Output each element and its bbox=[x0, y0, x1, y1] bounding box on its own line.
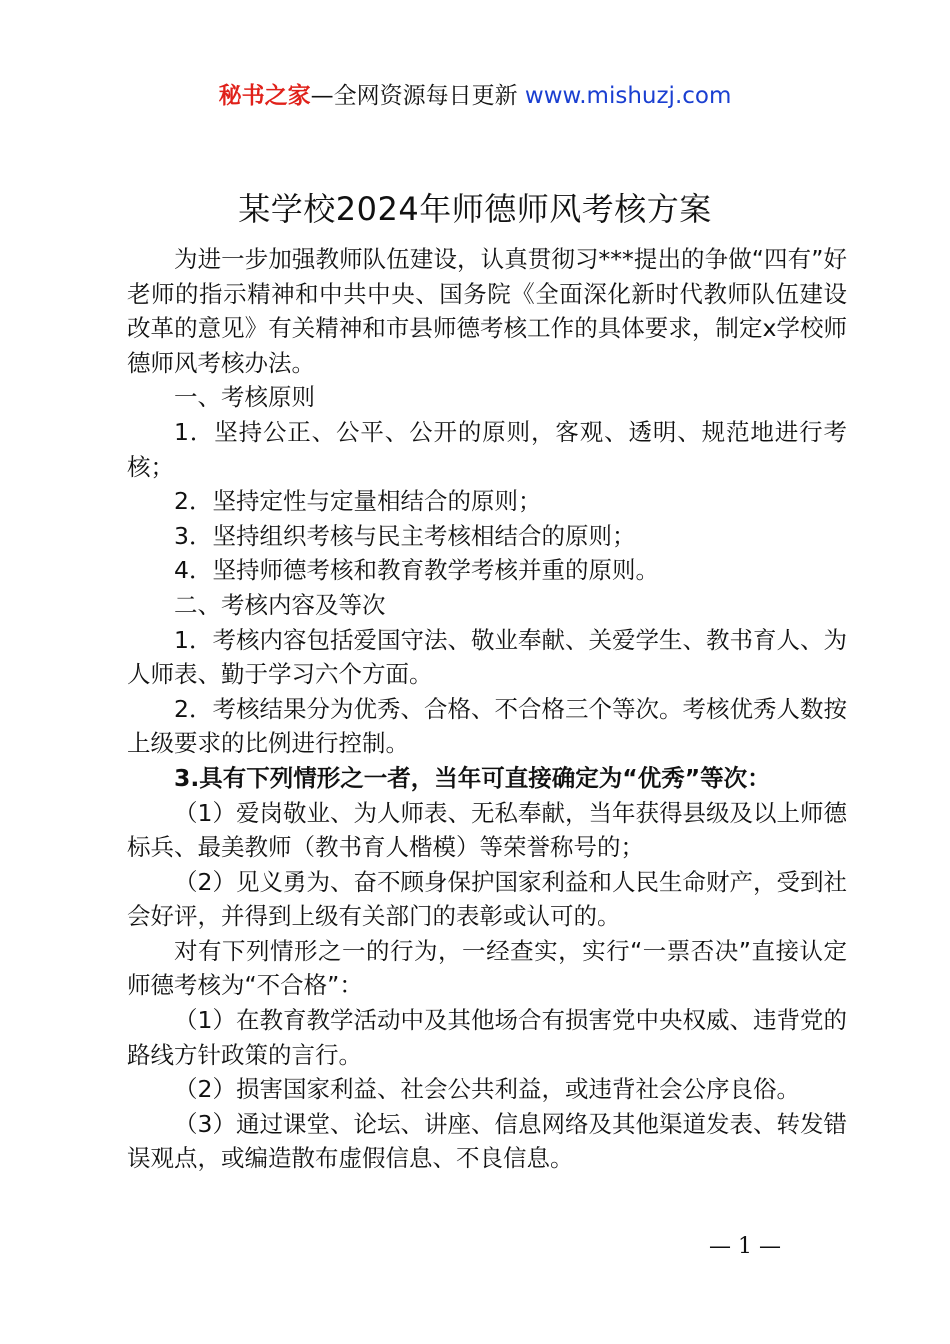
excellent-criteria-heading: 3.具有下列情形之一者，当年可直接确定为“优秀”等次： bbox=[174, 763, 771, 792]
site-slogan: —全网资源每日更新 bbox=[310, 83, 525, 109]
site-header bbox=[0, 80, 950, 112]
site-brand: 秘书之家 bbox=[218, 83, 311, 109]
document-body bbox=[127, 242, 847, 1176]
excellent-criteria-item: （2）见义勇为、奋不顾身保护国家利益和人民生命财产，受到社会好评，并得到上级有关部门的表彰或认可的。 bbox=[127, 867, 847, 931]
principle-item: 4．坚持师德考核和教育教学考核并重的原则。 bbox=[174, 556, 659, 585]
document-title: 某学校2024年师德师风考核方案 bbox=[238, 190, 712, 228]
principle-item: 1．坚持公正、公平、公开的原则，客观、透明、规范地进行考核； bbox=[127, 417, 847, 481]
principle-item: 2．坚持定性与定量相结合的原则； bbox=[174, 487, 542, 516]
site-url-link[interactable]: www.mishuzj.com bbox=[524, 83, 732, 109]
intro-paragraph: 为进一步加强教师队伍建设，认真贯彻习***提出的争做“四有”好老师的指示精神和中共中央、国务院《全面深化新时代教师队伍建设改革的意见》有关精神和市县师德考核工作的具体要求，制定x学校师德师风考核办法。 bbox=[127, 245, 848, 377]
content-item: 2．考核结果分为优秀、合格、不合格三个等次。考核优秀人数按上级要求的比例进行控制。 bbox=[127, 694, 847, 758]
veto-item: （2）损害国家利益、社会公共利益，或违背社会公序良俗。 bbox=[174, 1075, 800, 1104]
principle-item: 3．坚持组织考核与民主考核相结合的原则； bbox=[174, 521, 636, 550]
section-heading-content: 二、考核内容及等次 bbox=[174, 590, 386, 619]
content-item: 1．考核内容包括爱国守法、敬业奉献、关爱学生、教书育人、为人师表、勤于学习六个方面。 bbox=[127, 625, 847, 689]
excellent-criteria-item: （1）爱岗敬业、为人师表、无私奉献，当年获得县级及以上师德标兵、最美教师（教书育人楷模）等荣誉称号的； bbox=[127, 798, 847, 862]
section-heading-principles: 一、考核原则 bbox=[174, 383, 315, 412]
veto-item: （1）在教育教学活动中及其他场合有损害党中央权威、违背党的路线方针政策的言行。 bbox=[127, 1006, 847, 1069]
veto-item: （3）通过课堂、论坛、讲座、信息网络及其他渠道发表、转发错误观点，或编造散布虚假信息、不良信息。 bbox=[127, 1109, 847, 1173]
page-number: — 1 — bbox=[709, 1234, 781, 1259]
veto-intro-paragraph: 对有下列情形之一的行为，一经查实，实行“一票否决”直接认定师德考核为“不合格”： bbox=[127, 936, 847, 1000]
